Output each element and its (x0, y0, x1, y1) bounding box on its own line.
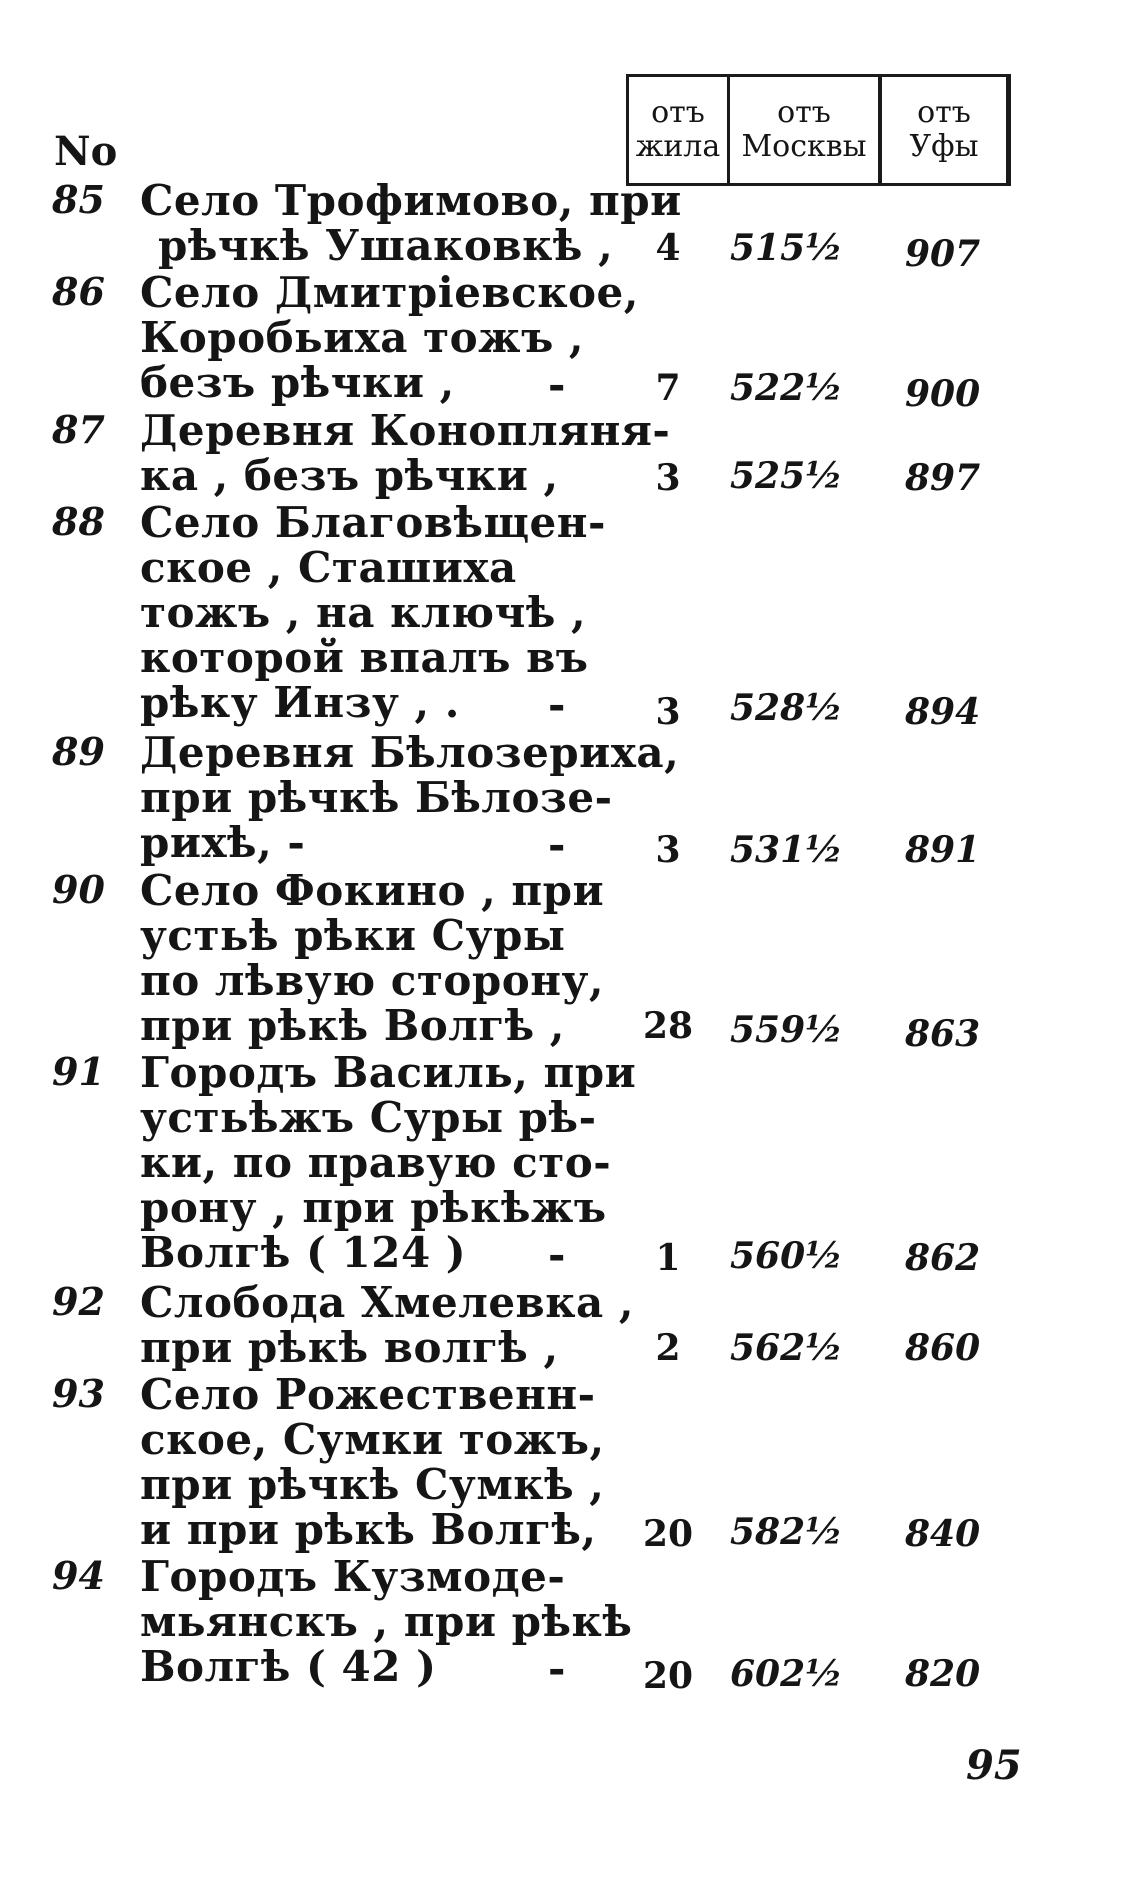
column-header-line: Москвы (741, 129, 867, 164)
entry-line: мьянскъ , при рѣкѣ (140, 1597, 633, 1646)
entry-line: и при рѣкѣ Волгѣ, (140, 1505, 597, 1554)
leader-dash: - (548, 820, 566, 869)
entry-description (140, 1278, 635, 1372)
entry-line: рону , при рѣкѣжъ (140, 1183, 607, 1232)
entry-line: Село Трофимово, при (140, 176, 682, 225)
value-from-settlement: 20 (642, 1513, 694, 1555)
entry-description (140, 498, 606, 727)
value-from-settlement: 3 (655, 829, 681, 871)
entry-line: Коробьиха тожъ , (140, 313, 585, 362)
value-from-moscow: 582½ (730, 1511, 843, 1553)
entry-line: Деревня Бѣлозериха, (140, 728, 680, 777)
entry-line: Село Дмитрiевское, (140, 268, 639, 317)
value-from-settlement: 7 (655, 367, 681, 409)
value-from-moscow: 531½ (730, 829, 843, 871)
entry-line: по лѣвую сторону, (140, 956, 605, 1005)
value-from-settlement: 28 (642, 1005, 694, 1047)
entry-line: Городъ Кузмоде- (140, 1552, 566, 1601)
entry-line: тожъ , на ключѣ , (140, 588, 587, 637)
entry-number: 90 (52, 867, 105, 912)
entry-line: ское , Сташиха (140, 543, 517, 592)
value-from-ufa: 820 (905, 1653, 981, 1695)
entry-line: ки, по правую сто- (140, 1138, 612, 1187)
value-from-moscow: 515½ (730, 227, 843, 269)
entry-line: Село Рожественн- (140, 1370, 596, 1419)
entry-number: 87 (52, 407, 105, 452)
entry-number: 86 (52, 269, 105, 314)
entry-line: при рѣчкѣ Сумкѣ , (140, 1460, 605, 1509)
entry-line: ское, Сумки тожъ, (140, 1415, 605, 1464)
entry-line: безъ рѣчки , (140, 358, 455, 407)
value-from-settlement: 1 (655, 1237, 681, 1279)
entry-line: Деревня Конопляня- (140, 406, 671, 455)
leader-dash: - (548, 360, 566, 409)
leader-dash: - (548, 1230, 566, 1279)
value-from-settlement: 20 (642, 1655, 694, 1697)
value-from-ufa: 863 (905, 1013, 981, 1055)
value-from-settlement: 3 (655, 457, 681, 499)
column-header-line: Уфы (909, 129, 979, 164)
entry-number: 88 (52, 499, 105, 544)
entry-line: устьѣ рѣки Суры (140, 911, 566, 960)
entry-number: 92 (52, 1279, 105, 1324)
value-from-moscow: 562½ (730, 1327, 843, 1369)
column-header-line: отъ (651, 95, 705, 130)
entry-number: 85 (52, 177, 105, 222)
value-from-ufa: 907 (905, 233, 981, 275)
entry-line: ка , безъ рѣчки , (140, 451, 559, 500)
entry-line: Волгѣ ( 124 ) (140, 1228, 467, 1277)
value-from-ufa: 860 (905, 1327, 981, 1369)
leader-dash: - (548, 1644, 566, 1693)
entry-description (140, 1552, 633, 1691)
entry-description (140, 1048, 637, 1277)
entry-description (140, 268, 639, 407)
value-from-moscow: 560½ (730, 1235, 843, 1277)
entry-line: рѣчкѣ Ушаковкѣ , (158, 221, 614, 270)
entry-line: при рѣкѣ волгѣ , (140, 1323, 559, 1372)
value-from-moscow: 528½ (730, 687, 843, 729)
column-header-line: отъ (917, 95, 971, 130)
entry-description (140, 406, 671, 500)
value-from-settlement: 4 (655, 227, 681, 269)
entry-number: 94 (52, 1553, 105, 1598)
entry-number: 89 (52, 729, 105, 774)
value-from-ufa: 897 (905, 457, 981, 499)
entry-description (140, 176, 682, 270)
entry-line: рихѣ, - (140, 818, 306, 867)
entry-line: Волгѣ ( 42 ) (140, 1642, 437, 1691)
entry-number: 91 (52, 1049, 105, 1094)
entry-description (140, 1370, 605, 1554)
leader-dash: - (548, 680, 566, 729)
entry-line: при рѣкѣ Волгѣ , (140, 1001, 565, 1050)
entry-line: рѣку Инзу , . (140, 678, 460, 727)
entry-line: при рѣчкѣ Бѣлозе- (140, 773, 613, 822)
column-header-from-ufa (879, 74, 1011, 186)
value-from-moscow: 522½ (730, 367, 843, 409)
entry-line: которой впалъ въ (140, 633, 589, 682)
value-from-settlement: 3 (655, 691, 681, 733)
column-header-from-moscow (727, 74, 881, 186)
value-from-moscow: 525½ (730, 455, 843, 497)
value-from-ufa: 900 (905, 373, 981, 415)
number-column-label: No (54, 128, 118, 175)
value-from-ufa: 840 (905, 1513, 981, 1555)
entry-line: Село Фокино , при (140, 866, 605, 915)
page-number: 95 (966, 1742, 1022, 1789)
value-from-ufa: 891 (905, 829, 981, 871)
entry-line: Слобода Хмелевка , (140, 1278, 635, 1327)
entry-description (140, 728, 680, 867)
value-from-ufa: 894 (905, 691, 981, 733)
entry-description (140, 866, 605, 1050)
column-header-line: жила (635, 129, 721, 164)
entry-line: Село Благовѣщен- (140, 498, 606, 547)
column-header-from-settlement (626, 74, 730, 186)
entry-line: Городъ Василь, при (140, 1048, 637, 1097)
entry-line: устьѣжъ Суры рѣ- (140, 1093, 597, 1142)
entry-number: 93 (52, 1371, 105, 1416)
value-from-moscow: 559½ (730, 1009, 843, 1051)
column-header-line: отъ (777, 95, 831, 130)
value-from-ufa: 862 (905, 1237, 981, 1279)
value-from-settlement: 2 (655, 1327, 681, 1369)
value-from-moscow: 602½ (730, 1653, 843, 1695)
